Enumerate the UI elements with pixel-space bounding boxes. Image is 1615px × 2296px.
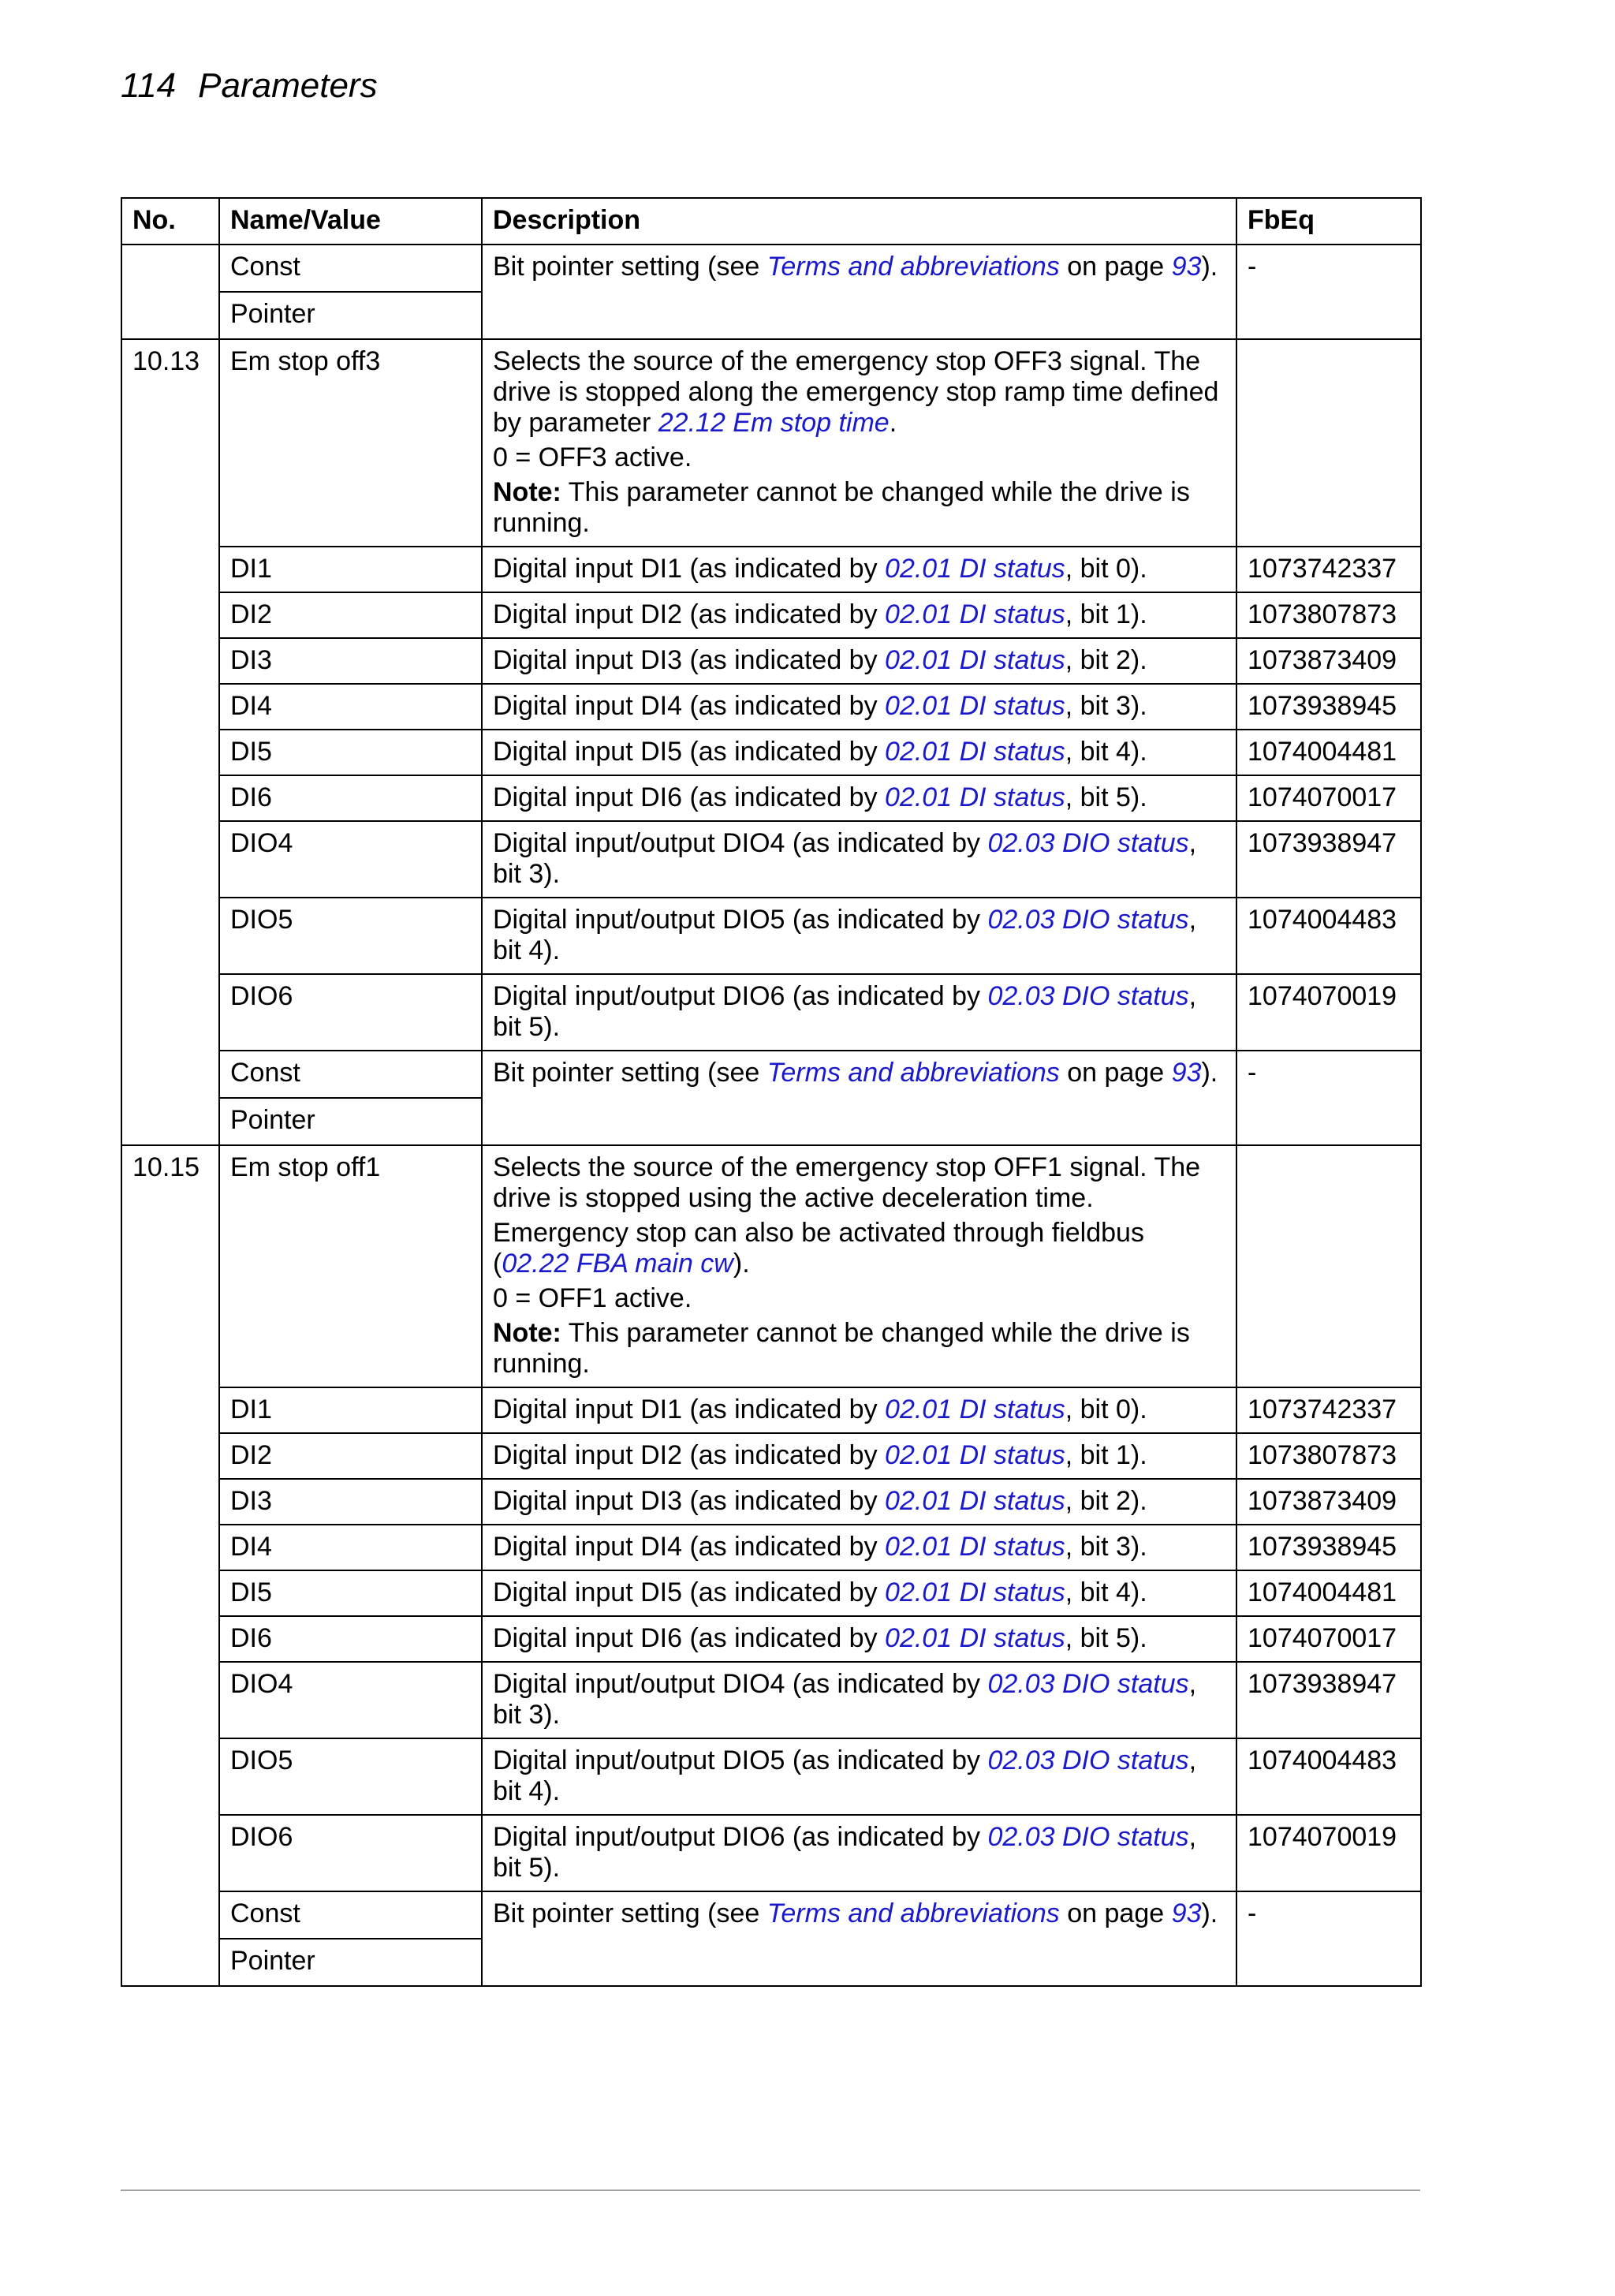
cell-fbeq: 1073807873	[1236, 592, 1421, 638]
cell-no	[121, 1662, 219, 1738]
cell-fbeq: 1073742337	[1236, 547, 1421, 592]
cell-description: Digital input DI2 (as indicated by 02.01 DI status, bit 1).	[482, 1433, 1236, 1479]
footer-rule	[121, 2190, 1420, 2191]
cell-name: DI6	[219, 1616, 482, 1662]
table-row	[121, 1738, 1421, 1815]
table-row	[121, 1891, 1421, 1939]
link-status-param[interactable]: 02.01 DI status	[885, 554, 1065, 584]
link-status-param[interactable]: 02.01 DI status	[885, 1486, 1065, 1516]
cell-no	[121, 292, 219, 339]
table-row	[121, 821, 1421, 898]
cell-fbeq: -	[1236, 1891, 1421, 1986]
cell-description: Digital input DI5 (as indicated by 02.01 DI status, bit 4).	[482, 730, 1236, 775]
cell-fbeq: 1074004483	[1236, 1738, 1421, 1815]
cell-description: Digital input DI1 (as indicated by 02.01 DI status, bit 0).	[482, 1387, 1236, 1433]
link-status-param[interactable]: 02.01 DI status	[885, 737, 1065, 767]
cell-no	[121, 898, 219, 974]
cell-name: DIO6	[219, 1815, 482, 1891]
link-status-param[interactable]: 02.03 DIO status	[987, 1745, 1189, 1775]
cell-description: Digital input DI1 (as indicated by 02.01 DI status, bit 0).	[482, 547, 1236, 592]
table-row	[121, 684, 1421, 730]
link-page[interactable]: 93	[1171, 1898, 1202, 1928]
cell-fbeq: 1074070019	[1236, 1815, 1421, 1891]
cell-name: DI2	[219, 592, 482, 638]
cell-no	[121, 1616, 219, 1662]
cell-fbeq: 1073938947	[1236, 1662, 1421, 1738]
cell-no	[121, 592, 219, 638]
link-status-param[interactable]: 02.03 DIO status	[987, 905, 1189, 935]
link-status-param[interactable]: 02.01 DI status	[885, 1440, 1065, 1470]
table-row	[121, 638, 1421, 684]
cell-name: Pointer	[219, 1098, 482, 1145]
table-row	[121, 730, 1421, 775]
cell-name: DI5	[219, 1570, 482, 1616]
table-row	[121, 245, 1421, 292]
col-header-name: Name/Value	[219, 198, 482, 245]
cell-name: DI4	[219, 1525, 482, 1570]
cell-name: Const	[219, 1891, 482, 1939]
cell-fbeq: 1073873409	[1236, 638, 1421, 684]
col-header-description: Description	[482, 198, 1236, 245]
link-param-2212[interactable]: 22.12 Em stop time	[658, 408, 890, 438]
cell-fbeq	[1236, 339, 1421, 547]
cell-fbeq: 1073938947	[1236, 821, 1421, 898]
cell-name: Const	[219, 245, 482, 292]
cell-fbeq: 1073938945	[1236, 684, 1421, 730]
cell-no	[121, 1891, 219, 1939]
table-row-param-1013	[121, 339, 1421, 547]
link-status-param[interactable]: 02.01 DI status	[885, 1623, 1065, 1653]
cell-description: Digital input DI3 (as indicated by 02.01 DI status, bit 2).	[482, 638, 1236, 684]
cell-description: Digital input DI4 (as indicated by 02.01 DI status, bit 3).	[482, 684, 1236, 730]
cell-no	[121, 1051, 219, 1098]
cell-no: 10.13	[121, 339, 219, 547]
cell-description: Selects the source of the emergency stop OFF3 signal. The drive is stopped along the emergency stop ramp time defined by parameter 22.12 Em stop time. 0 = OFF3 active. Note: This parameter cannot be changed while the drive is running.	[482, 339, 1236, 547]
cell-name: Em stop off1	[219, 1145, 482, 1387]
cell-description: Digital input DI6 (as indicated by 02.01 DI status, bit 5).	[482, 1616, 1236, 1662]
cell-name: DIO4	[219, 1662, 482, 1738]
cell-fbeq: 1074070017	[1236, 1616, 1421, 1662]
cell-no	[121, 1479, 219, 1525]
cell-no: 10.15	[121, 1145, 219, 1387]
cell-no	[121, 1939, 219, 1986]
cell-fbeq: 1074070019	[1236, 974, 1421, 1051]
table-row	[121, 592, 1421, 638]
cell-no	[121, 974, 219, 1051]
link-param-0222[interactable]: 02.22 FBA main cw	[502, 1249, 733, 1279]
table-row	[121, 898, 1421, 974]
cell-fbeq: 1074004481	[1236, 730, 1421, 775]
link-status-param[interactable]: 02.03 DIO status	[987, 1822, 1189, 1852]
cell-description: Digital input/output DIO4 (as indicated by 02.03 DIO status, bit 3).	[482, 821, 1236, 898]
table-row	[121, 1815, 1421, 1891]
cell-name: Pointer	[219, 292, 482, 339]
cell-name: DI3	[219, 1479, 482, 1525]
table-row	[121, 1570, 1421, 1616]
cell-name: DI5	[219, 730, 482, 775]
cell-description: Bit pointer setting (see Terms and abbreviations on page 93).	[482, 245, 1236, 339]
link-status-param[interactable]: 02.03 DIO status	[987, 1669, 1189, 1699]
page-number: 114	[121, 66, 177, 105]
cell-name: Const	[219, 1051, 482, 1098]
cell-no	[121, 684, 219, 730]
table-row	[121, 974, 1421, 1051]
cell-name: DIO4	[219, 821, 482, 898]
cell-description: Bit pointer setting (see Terms and abbreviations on page 93).	[482, 1051, 1236, 1145]
link-status-param[interactable]: 02.01 DI status	[885, 691, 1065, 721]
link-page[interactable]: 93	[1171, 252, 1202, 282]
cell-fbeq: 1073742337	[1236, 1387, 1421, 1433]
cell-fbeq: 1073938945	[1236, 1525, 1421, 1570]
cell-description: Digital input/output DIO5 (as indicated by 02.03 DIO status, bit 4).	[482, 898, 1236, 974]
link-status-param[interactable]: 02.01 DI status	[885, 1532, 1065, 1562]
cell-fbeq: -	[1236, 245, 1421, 339]
table-row	[121, 1525, 1421, 1570]
cell-fbeq: 1073873409	[1236, 1479, 1421, 1525]
cell-no	[121, 821, 219, 898]
cell-fbeq: -	[1236, 1051, 1421, 1145]
cell-no	[121, 638, 219, 684]
link-status-param[interactable]: 02.03 DIO status	[987, 981, 1189, 1011]
cell-name: DI3	[219, 638, 482, 684]
section-title: Parameters	[198, 66, 378, 105]
cell-fbeq: 1074070017	[1236, 775, 1421, 821]
cell-fbeq: 1073807873	[1236, 1433, 1421, 1479]
cell-description: Digital input DI5 (as indicated by 02.01 DI status, bit 4).	[482, 1570, 1236, 1616]
table-row	[121, 1387, 1421, 1433]
cell-description: Selects the source of the emergency stop OFF1 signal. The drive is stopped using the active deceleration time. Emergency stop can also be activated through fieldbus (02.22 FBA main cw). 0 = OFF1 active. Note: This parameter cannot be changed while the drive is running.	[482, 1145, 1236, 1387]
page-header	[121, 66, 378, 106]
link-page[interactable]: 93	[1171, 1058, 1202, 1088]
link-status-param[interactable]: 02.01 DI status	[885, 645, 1065, 675]
cell-no	[121, 1387, 219, 1433]
cell-no	[121, 1433, 219, 1479]
cell-description: Digital input/output DIO4 (as indicated by 02.03 DIO status, bit 3).	[482, 1662, 1236, 1738]
cell-no	[121, 775, 219, 821]
cell-description: Digital input/output DIO5 (as indicated by 02.03 DIO status, bit 4).	[482, 1738, 1236, 1815]
cell-description: Digital input DI4 (as indicated by 02.01 DI status, bit 3).	[482, 1525, 1236, 1570]
cell-name: DI2	[219, 1433, 482, 1479]
cell-name: Pointer	[219, 1939, 482, 1986]
link-terms[interactable]: Terms and abbreviations	[766, 1898, 1060, 1928]
cell-no	[121, 245, 219, 292]
parameter-table	[121, 197, 1422, 1987]
cell-name: DI1	[219, 1387, 482, 1433]
cell-name: DIO6	[219, 974, 482, 1051]
cell-no	[121, 1738, 219, 1815]
table-row-param-1015	[121, 1145, 1421, 1387]
cell-name: DI6	[219, 775, 482, 821]
cell-fbeq	[1236, 1145, 1421, 1387]
table-row	[121, 1662, 1421, 1738]
cell-no	[121, 1098, 219, 1145]
cell-fbeq: 1074004483	[1236, 898, 1421, 974]
cell-name: DI4	[219, 684, 482, 730]
cell-description: Digital input DI2 (as indicated by 02.01 DI status, bit 1).	[482, 592, 1236, 638]
cell-description: Bit pointer setting (see Terms and abbreviations on page 93).	[482, 1891, 1236, 1986]
col-header-fbeq: FbEq	[1236, 198, 1421, 245]
cell-no	[121, 1815, 219, 1891]
link-terms[interactable]: Terms and abbreviations	[766, 1058, 1060, 1088]
table-row	[121, 775, 1421, 821]
table-row	[121, 1433, 1421, 1479]
cell-description: Digital input/output DIO6 (as indicated by 02.03 DIO status, bit 5).	[482, 1815, 1236, 1891]
cell-name: DIO5	[219, 1738, 482, 1815]
cell-description: Digital input/output DIO6 (as indicated by 02.03 DIO status, bit 5).	[482, 974, 1236, 1051]
link-terms[interactable]: Terms and abbreviations	[766, 252, 1060, 282]
link-status-param[interactable]: 02.01 DI status	[885, 1577, 1065, 1607]
cell-description: Digital input DI3 (as indicated by 02.01 DI status, bit 2).	[482, 1479, 1236, 1525]
cell-no	[121, 1525, 219, 1570]
cell-name: Em stop off3	[219, 339, 482, 547]
col-header-no: No.	[121, 198, 219, 245]
link-status-param[interactable]: 02.01 DI status	[885, 1394, 1065, 1424]
cell-no	[121, 547, 219, 592]
cell-name: DIO5	[219, 898, 482, 974]
cell-description: Digital input DI6 (as indicated by 02.01 DI status, bit 5).	[482, 775, 1236, 821]
link-status-param[interactable]: 02.01 DI status	[885, 782, 1065, 812]
table-row	[121, 547, 1421, 592]
table-row	[121, 1051, 1421, 1098]
cell-no	[121, 730, 219, 775]
link-status-param[interactable]: 02.03 DIO status	[987, 828, 1189, 858]
cell-no	[121, 1570, 219, 1616]
cell-name: DI1	[219, 547, 482, 592]
table-row	[121, 1616, 1421, 1662]
cell-fbeq: 1074004481	[1236, 1570, 1421, 1616]
table-row	[121, 1479, 1421, 1525]
link-status-param[interactable]: 02.01 DI status	[885, 599, 1065, 629]
table-header-row	[121, 198, 1421, 245]
